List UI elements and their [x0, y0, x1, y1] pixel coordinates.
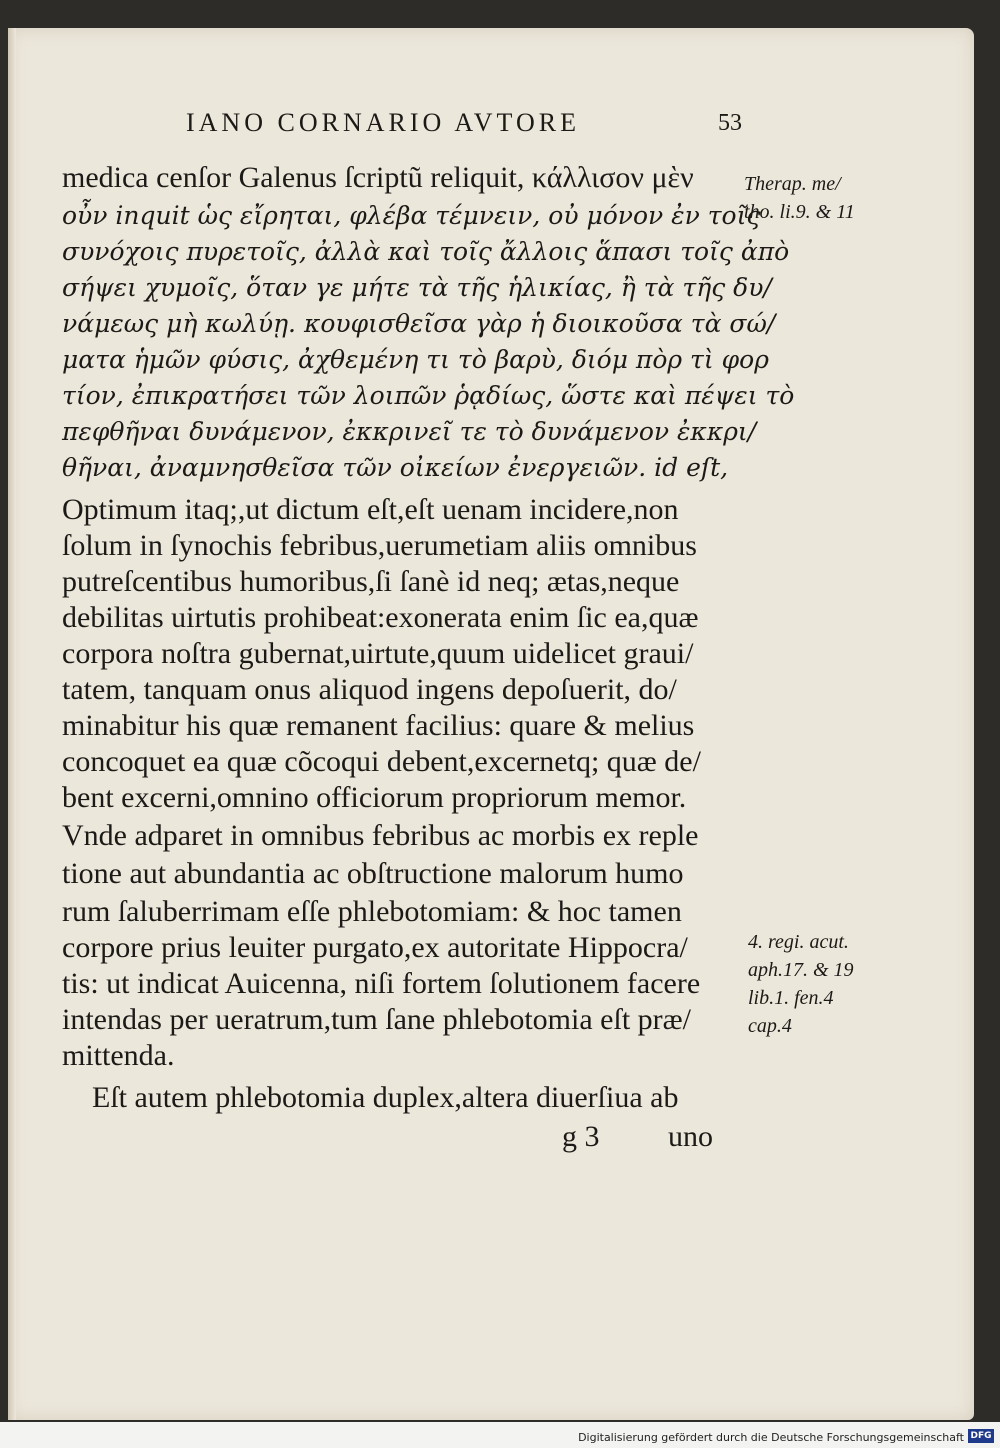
text-line: bent excerni,omnino officiorum propriorum memor. [62, 781, 687, 814]
text-line: σήψει χυμοῖς, ὅταν γε μήτε τὰ τῆς ἡλικίας, ἢ τὰ τῆς δυ/ [62, 273, 772, 302]
margin-note-line: tho. li.9. & 11 [744, 201, 855, 223]
text-line: tione aut abundantia ac obſtructione malorum humo [62, 857, 684, 890]
margin-note-line: cap.4 [748, 1015, 792, 1037]
text-line: medica cenſor Galenus ſcriptũ reliquit, κάλλισον μὲν [62, 161, 694, 194]
dfg-logo-icon: DFG [968, 1429, 994, 1443]
margin-note-line: lib.1. fen.4 [748, 987, 834, 1009]
text-line: corpore prius leuiter purgato,ex autoritate Hippocra/ [62, 931, 688, 964]
margin-note-therap [744, 170, 855, 226]
margin-note-reference [748, 928, 854, 1040]
text-line: συνόχοις πυρετοῖς, ἀλλὰ καὶ τοῖς ἄλλοις ἅπασι τοῖς ἀπὸ [62, 237, 790, 266]
margin-note-line: aph.17. & 19 [748, 959, 854, 981]
text-line: νάμεως μὴ κωλύῃ. κουφισθεῖσα γὰρ ἡ διοικοῦσα τὰ σώ/ [62, 309, 776, 338]
text-line: Optimum itaq;,ut dictum eſt,eſt uenam incidere,non [62, 493, 679, 526]
text-line: mittenda. [62, 1039, 175, 1072]
catchword: uno [668, 1120, 713, 1153]
text-line: πεφθῆναι δυνάμενον, ἐκκρινεῖ τε τὸ δυνάμενον ἐκκρι/ [62, 417, 757, 446]
text-line: minabitur his quæ remanent facilius: quare & melius [62, 709, 695, 742]
signature-mark: g 3 [562, 1120, 600, 1153]
text-line: debilitas uirtutis prohibeat:exonerata enim ſic ea,quæ [62, 601, 699, 634]
text-line: ſolum in ſynochis febribus,uerumetiam aliis omnibus [62, 529, 697, 562]
text-line: intendas per ueratrum,tum ſane phlebotomia eſt præ/ [62, 1003, 691, 1036]
text-line: Eſt autem phlebotomia duplex,altera diuerſiua ab [92, 1081, 679, 1114]
text-line: τίον, ἐπικρατήσει τῶν λοιπῶν ῥᾳδίως, ὥστε καὶ πέψει τὸ [62, 381, 795, 410]
folio-number: 53 [718, 110, 742, 136]
text-line: tis: ut indicat Auicenna, niſi fortem ſolutionem facere [62, 967, 701, 1000]
text-line: rum ſaluberrimam eſſe phlebotomiam: & hoc tamen [62, 895, 682, 928]
text-line: putreſcentibus humoribus,ſi ſanè id neq; ætas,neque [62, 565, 680, 598]
margin-note-line: Therap. me/ [744, 173, 841, 195]
text-line: corpora noſtra gubernat,uirtute,quum uidelicet graui/ [62, 637, 694, 670]
text-line: tatem, tanquam onus aliquod ingens depoſuerit, do/ [62, 673, 677, 706]
text-line: concoquet ea quæ cõcoqui debent,excernetq; quæ de/ [62, 745, 701, 778]
running-head: IANO CORNARIO AVTORE [186, 108, 580, 137]
text-line: ματα ἡμῶν φύσις, ἀχθεμένη τι τὸ βαρὺ, διόμ πὸρ τὶ φορ [62, 345, 769, 374]
text-line: Vnde adparet in omnibus febribus ac morbis ex reple [62, 819, 699, 852]
funding-notice: Digitalisierung gefördert durch die Deutsche Forschungsgemeinschaft [578, 1431, 964, 1444]
text-line: οὖν inquit ὡς εἴρηται, φλέβα τέμνειν, οὐ μόνον ἐν τοῖς [62, 201, 761, 230]
margin-note-line: 4. regi. acut. [748, 931, 849, 953]
text-line: θῆναι, ἀναμνησθεῖσα τῶν οἰκείων ἐνεργειῶν. id eſt, [62, 453, 729, 482]
